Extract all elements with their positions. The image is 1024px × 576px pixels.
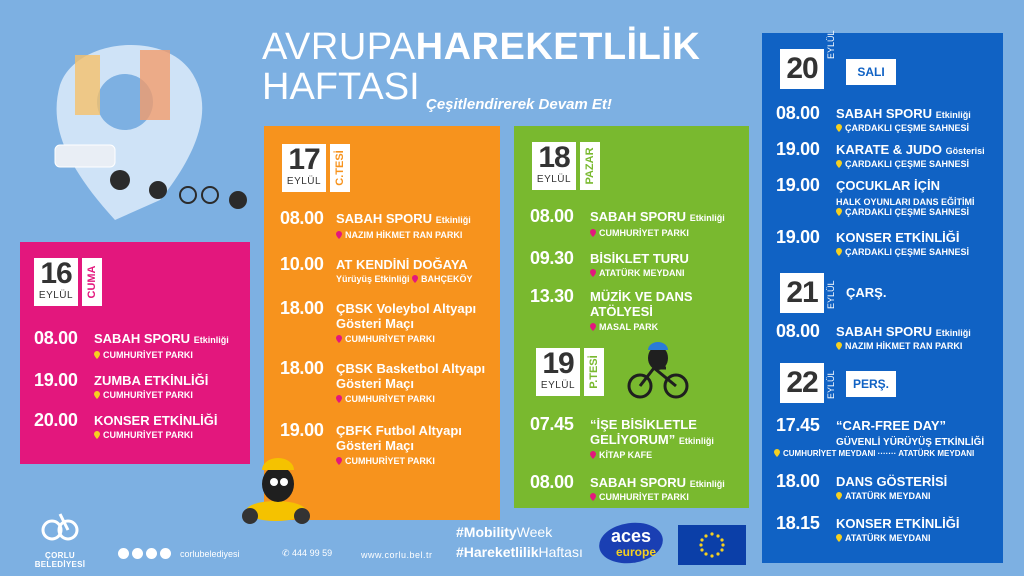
location-icon <box>836 342 842 350</box>
location-icon <box>590 451 596 459</box>
event-name: SABAH SPORU Etkinliği <box>94 331 229 346</box>
event-name: AT KENDİNİ DOĞAYA <box>336 257 468 272</box>
day-tag: CUMA <box>82 258 102 306</box>
location-icon <box>590 269 596 277</box>
event-place: ATATÜRK MEYDANI <box>590 268 685 278</box>
event-name: ÇBSK Basketbol Altyapı Gösteri Maçı <box>336 361 486 391</box>
event-name: ÇBSK Voleybol Altyapı Gösteri Maçı <box>336 301 477 331</box>
date-month: EYLÜL <box>826 370 836 399</box>
event-place: CUMHURİYET PARKI <box>94 430 193 440</box>
date-box <box>532 142 576 190</box>
event-time: 08.00 <box>776 103 820 123</box>
scooter-mascot-illustration <box>228 456 320 526</box>
event-place: ÇARDAKLI ÇEŞME SAHNESİ <box>836 207 969 217</box>
event-name: BİSİKLET TURU <box>590 251 689 266</box>
event-place: ÇARDAKLI ÇEŞME SAHNESİ <box>836 159 969 169</box>
event-name: SABAH SPORU Etkinliği <box>336 211 471 226</box>
event-name: SABAH SPORU Etkinliği <box>836 324 971 339</box>
event-place: NAZIM HİKMET RAN PARKI <box>336 230 462 240</box>
date-box <box>282 144 326 192</box>
event-place: CUMHURİYET PARKI <box>94 390 193 400</box>
event-place: CUMHURİYET PARKI <box>94 350 193 360</box>
title-bold: HAREKETLİLİK <box>415 26 701 68</box>
twitter-icon[interactable] <box>146 548 157 559</box>
event-place: CUMHURİYET PARKI <box>336 334 435 344</box>
phone-icon: ✆ <box>282 548 293 558</box>
phone-number: ✆ 444 99 59 <box>282 548 333 558</box>
event-place: CUMHURİYET PARKI <box>336 456 435 466</box>
event-name: ZUMBA ETKİNLİĞİ <box>94 373 209 388</box>
bicycle-mascot-illustration <box>626 342 690 400</box>
poster-title <box>262 28 700 106</box>
day-tag-20: SALI <box>846 59 896 85</box>
title-line2: HAFTASI <box>262 66 420 108</box>
date-month: EYLÜL <box>826 280 836 309</box>
location-icon <box>774 449 780 457</box>
location-icon <box>836 534 842 542</box>
date-number: 20 <box>786 52 818 85</box>
event-place: CUMHURİYET MEYDANI ······· ATATÜRK MEYDANI <box>774 449 974 458</box>
event-name: KARATE & JUDO Gösterisi <box>836 142 985 157</box>
location-icon <box>836 124 842 132</box>
event-time: 08.00 <box>776 321 820 341</box>
event-name: KONSER ETKİNLİĞİ <box>836 516 960 531</box>
day-tag-21: ÇARŞ. <box>846 285 887 300</box>
day-tag-22: PERŞ. <box>846 371 896 397</box>
location-icon <box>590 323 596 331</box>
location-icon <box>836 248 842 256</box>
location-icon <box>94 431 100 439</box>
event-time: 19.00 <box>280 420 324 440</box>
date-number: 22 <box>786 366 818 399</box>
corlu-logo-icon <box>40 510 80 544</box>
event-place: KİTAP KAFE <box>590 450 652 460</box>
bus-shape <box>55 145 115 167</box>
event-time: 07.45 <box>530 414 574 434</box>
subtitle: Çeşitlendirerek Devam Et! <box>426 96 612 113</box>
date-month: EYLÜL <box>38 290 74 301</box>
date-box-20 <box>780 49 824 89</box>
date-number: 19 <box>542 347 574 380</box>
location-icon <box>336 231 342 239</box>
event-time: 08.00 <box>530 206 574 226</box>
youtube-icon[interactable] <box>160 548 171 559</box>
event-place: CUMHURİYET PARKI <box>336 394 435 404</box>
eu-flag-logo <box>678 525 746 565</box>
event-time: 09.30 <box>530 248 574 268</box>
logo-text: ÇORLU BELEDİYESİ <box>34 551 86 569</box>
event-time: 18.00 <box>280 298 324 318</box>
date-box-22 <box>780 363 824 403</box>
event-name: SABAH SPORU Etkinliği <box>590 475 725 490</box>
event-time: 20.00 <box>34 410 78 430</box>
event-time: 10.00 <box>280 254 324 274</box>
event-time: 18.00 <box>280 358 324 378</box>
event-place: ÇARDAKLI ÇEŞME SAHNESİ <box>836 123 969 133</box>
corlu-logo <box>20 510 100 569</box>
date-box-21 <box>780 273 824 313</box>
event-name: KONSER ETKİNLİĞİ <box>94 413 218 428</box>
event-name: KONSER ETKİNLİĞİ <box>836 230 960 245</box>
location-icon <box>412 275 418 283</box>
location-icon <box>336 395 342 403</box>
date-month: EYLÜL <box>540 380 576 391</box>
location-icon <box>590 229 596 237</box>
event-time: 08.00 <box>34 328 78 348</box>
day-tag: C.TESİ <box>330 144 350 192</box>
event-time: 13.30 <box>530 286 574 306</box>
event-place: ÇARDAKLI ÇEŞME SAHNESİ <box>836 247 969 257</box>
event-name: SABAH SPORU Etkinliği <box>836 106 971 121</box>
location-icon <box>836 160 842 168</box>
location-icon <box>336 335 342 343</box>
day-16-panel <box>20 242 250 464</box>
location-icon <box>836 492 842 500</box>
day-tag: PAZAR <box>580 142 600 190</box>
hero-illustration <box>40 30 250 230</box>
day-tag-19: P.TESİ <box>584 348 604 396</box>
instagram-icon[interactable] <box>132 548 143 559</box>
location-icon <box>836 208 842 216</box>
event-place: CUMHURİYET PARKI <box>590 492 689 502</box>
event-time: 19.00 <box>776 175 820 195</box>
event-time: 19.00 <box>34 370 78 390</box>
date-number: 21 <box>786 276 818 309</box>
social-handle: corlubelediyesi <box>180 548 240 559</box>
location-icon <box>94 391 100 399</box>
event-time: 17.45 <box>776 415 820 435</box>
day-20-22-panel <box>762 30 1003 563</box>
location-icon <box>590 493 596 501</box>
event-name: “İŞE BİSİKLETLE GELİYORUM” Etkinliği <box>590 417 714 447</box>
date-month: EYLÜL <box>826 30 836 59</box>
event-name: SABAH SPORU Etkinliği <box>590 209 725 224</box>
social-links <box>118 548 240 559</box>
event-name: “CAR-FREE DAY” GÜVENLİ YÜRÜYÜŞ ETKİNLİĞİ <box>836 418 985 448</box>
event-time: 18.00 <box>776 471 820 491</box>
event-name: DANS GÖSTERİSİ <box>836 474 948 489</box>
event-name: ÇOCUKLAR İÇİN HALK OYUNLARI DANS EĞİTİMİ <box>836 178 975 207</box>
event-time: 19.00 <box>776 227 820 247</box>
location-icon <box>336 457 342 465</box>
date-box-19 <box>536 348 580 396</box>
event-time: 08.00 <box>530 472 574 492</box>
event-time: 08.00 <box>280 208 324 228</box>
date-month: EYLÜL <box>536 174 572 185</box>
mascot-figure <box>229 191 247 209</box>
date-month: EYLÜL <box>286 176 322 187</box>
date-number: 18 <box>538 141 570 174</box>
title-light: AVRUPA <box>262 26 416 68</box>
location-icon <box>94 351 100 359</box>
aces-text: aces <box>610 526 652 546</box>
event-place: ATATÜRK MEYDANI <box>836 533 931 543</box>
date-box <box>34 258 78 306</box>
event-place: MASAL PARK <box>590 322 658 332</box>
event-name: MÜZİK VE DANS ATÖLYESİ <box>590 289 693 319</box>
day-18-panel <box>514 126 749 508</box>
hashtags: #MobilityWeek #HareketlilikHaftası <box>456 524 583 560</box>
event-place: Yürüyüş Etkinliği BAHÇEKÖY <box>336 274 473 284</box>
event-name: ÇBFK Futbol Altyapı Gösteri Maçı <box>336 423 462 453</box>
website-link[interactable]: www.corlu.bel.tr <box>361 550 433 560</box>
event-time: 18.15 <box>776 513 820 533</box>
date-number: 16 <box>40 257 72 290</box>
europe-text: europe <box>615 545 657 559</box>
event-place: CUMHURİYET PARKI <box>590 228 689 238</box>
date-number: 17 <box>288 143 320 176</box>
aces-europe-logo <box>596 520 666 566</box>
facebook-icon[interactable] <box>118 548 129 559</box>
event-place: NAZIM HİKMET RAN PARKI <box>836 341 962 351</box>
event-place: ATATÜRK MEYDANI <box>836 491 931 501</box>
event-time: 19.00 <box>776 139 820 159</box>
